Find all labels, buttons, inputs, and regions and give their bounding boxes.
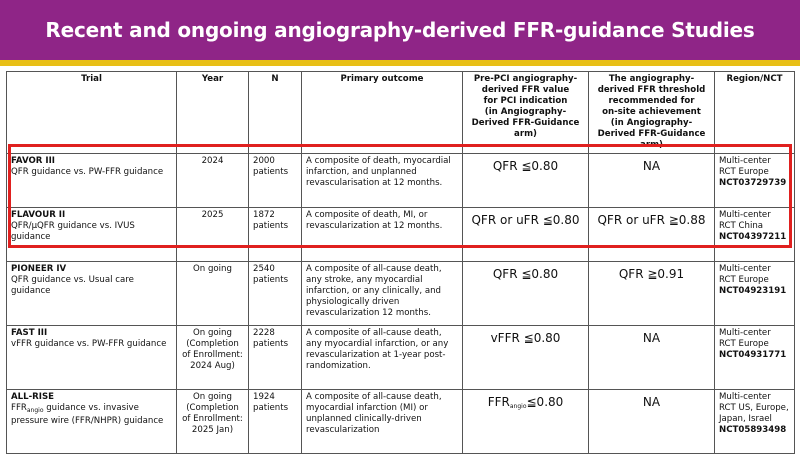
trial-name: FAST III [11,328,48,338]
trial-desc: vFFR guidance vs. PW-FFR guidance [11,339,167,349]
region-cell [715,326,795,390]
outcome-cell: A composite of all-cause death, myocardial infarction (MI) or unplanned clinically-driven revascularization [302,390,463,454]
nct-id: NCT03729739 [719,178,787,188]
table-row [7,154,795,208]
n-cell: 2540 patients [249,262,302,326]
outcome-cell: A composite of death, myocardial infarction, and unplanned revascularisation at 12 months. [302,154,463,208]
header-outcome: Primary outcome [302,72,463,154]
header-pre-pci [463,72,589,154]
trial-cell [7,208,177,262]
trial-cell [7,262,177,326]
region-cell [715,154,795,208]
year-cell: On going [177,262,249,326]
header-threshold-line3: (in Angiography-Derived FFR-Guidance arm) [597,118,706,150]
trial-name: FAVOR III [11,156,55,166]
pre-pci-cell: QFR ≦0.80 [463,262,589,326]
trial-desc [11,403,163,426]
threshold-cell: NA [589,390,715,454]
header-n: N [249,72,302,154]
trial-name: PIONEER IV [11,264,67,274]
year-cell: 2025 [177,208,249,262]
trial-cell [7,390,177,454]
pre-pci-cell: QFR ≦0.80 [463,154,589,208]
trial-cell [7,154,177,208]
outcome-cell: A composite of all-cause death, any stroke, any myocardial infarction, or any clinically, and physiologically driven revascularization 12 months. [302,262,463,326]
outcome-cell: A composite of all-cause death, any myocardial infarction, or any revascularization at 1-year post-randomization. [302,326,463,390]
pre-pci-subscript: angio [509,403,527,410]
header-pre-pci-line3: (in Angiography-Derived FFR-Guidance arm) [471,107,580,139]
region-text: Multi-center RCT Europe [719,264,771,285]
outcome-cell: A composite of death, MI, or revascularization at 12 months. [302,208,463,262]
region-cell [715,208,795,262]
trial-desc-ffr: FFR [11,403,27,413]
threshold-cell: NA [589,326,715,390]
header-pre-pci-line1: Pre-PCI angiography-derived FFR value [473,74,578,95]
header-region: Region/NCT [715,72,795,154]
header-pre-pci-line2: for PCI indication [483,96,568,106]
header-threshold [589,72,715,154]
threshold-cell: NA [589,154,715,208]
trial-desc-rest: guidance vs. invasive pressure wire (FFR/NHPR) guidance [11,403,164,426]
n-cell: 2000 patients [249,154,302,208]
header-row [7,72,795,154]
nct-id: NCT04397211 [719,232,787,242]
trial-name: ALL-RISE [11,392,55,402]
n-cell: 2228 patients [249,326,302,390]
region-text: Multi-center RCT US, Europe, Japan, Israel [719,392,789,424]
table-row [7,208,795,262]
region-text: Multi-center RCT Europe [719,328,771,349]
table-row [7,262,795,326]
threshold-cell: QFR ≧0.91 [589,262,715,326]
nct-id: NCT05893498 [719,425,787,435]
region-cell [715,390,795,454]
trial-desc: QFR/μQFR guidance vs. IVUS guidance [11,221,135,242]
pre-pci-cell [463,390,589,454]
year-cell: On going (Completion of Enrollment: 2025 Jan) [177,390,249,454]
region-text: Multi-center RCT Europe [719,156,771,177]
pre-pci-ffr: FFR [487,395,510,409]
year-cell: 2024 [177,154,249,208]
trial-name: FLAVOUR II [11,210,66,220]
accent-stripe [0,60,800,66]
nct-id: NCT04931771 [719,350,787,360]
n-cell: 1924 patients [249,390,302,454]
trial-cell [7,326,177,390]
pre-pci-value: ≦0.80 [526,395,564,409]
header-year: Year [177,72,249,154]
region-cell [715,262,795,326]
table-row [7,326,795,390]
header-threshold-line2: on-site achievement [602,107,701,117]
header-trial: Trial [7,72,177,154]
n-cell: 1872 patients [249,208,302,262]
pre-pci-cell: QFR or uFR ≦0.80 [463,208,589,262]
region-text: Multi-center RCT China [719,210,771,231]
nct-id: NCT04923191 [719,286,787,296]
threshold-cell: QFR or uFR ≧0.88 [589,208,715,262]
pre-pci-cell: vFFR ≦0.80 [463,326,589,390]
trial-desc: QFR guidance vs. Usual care guidance [11,275,134,296]
trial-desc-subscript: angio [26,407,44,414]
year-cell: On going (Completion of Enrollment: 2024 Aug) [177,326,249,390]
page-title: Recent and ongoing angiography-derived FFR-guidance Studies [45,18,755,42]
studies-table [6,71,795,454]
header-threshold-line1: The angiography-derived FFR threshold recommended for [597,74,706,106]
table-row [7,390,795,454]
trial-desc: QFR guidance vs. PW-FFR guidance [11,167,164,177]
title-banner [0,0,800,60]
